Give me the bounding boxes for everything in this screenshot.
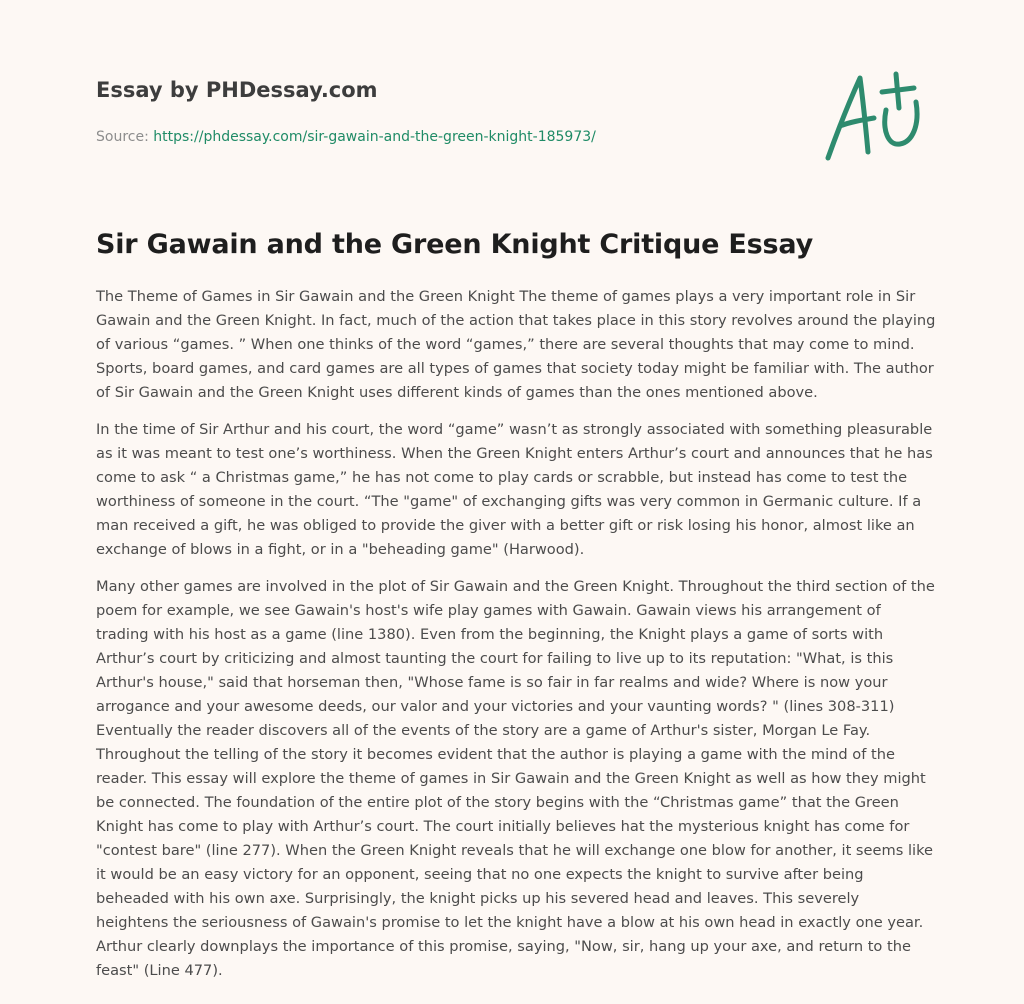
essay-paragraph: In the time of Sir Arthur and his court, the word “game” wasn’t as strongly associated with something pleasurable as it was meant to test one’s worthiness. When the Green Knight enters Arthur’s court and announces that he has come to ask “ a Christmas game,” he has not come to play cards or scrabble, but instead has come to test the worthiness of someone in the court. “The "game" of exchanging gifts was very common in Germanic culture. If a man received a gift, he was obliged to provide the giver with a better gift or risk losing his honor, almost like an exchange of blows in a fight, or in a "beheading game" (Harwood).	[96, 421, 933, 558]
source-link[interactable]: https://phdessay.com/sir-gawain-and-the-green-knight-185973/	[153, 129, 596, 145]
essay-header	[96, 76, 796, 146]
brand-title: Essay by PHDessay.com	[96, 78, 378, 102]
source-line	[96, 128, 796, 146]
essay-body	[96, 285, 936, 996]
a-plus-logo-icon	[820, 68, 930, 168]
source-label: Source:	[96, 129, 149, 145]
essay-title: Sir Gawain and the Green Knight Critique Essay	[96, 229, 814, 260]
essay-paragraph: The Theme of Games in Sir Gawain and the Green Knight The theme of games plays a very important role in Sir Gawain and the Green Knight. In fact, much of the action that takes place in this story revolves around the playing of various “games. ” When one thinks of the word “games,” there are several thoughts that may come to mind. Sports, board games, and card games are all types of games that society today might be familiar with. The author of Sir Gawain and the Green Knight uses different kinds of games than the ones mentioned above.	[96, 288, 936, 401]
essay-paragraph: Many other games are involved in the plot of Sir Gawain and the Green Knight. Throughout the third section of the poem for example, we see Gawain's host's wife play games with Gawain. Gawain views his arrangement of trading with his host as a game (line 1380). Even from the beginning, the Knight plays a game of sorts with Arthur’s court by criticizing and almost taunting the court for failing to live up to its reputation: "What, is this Arthur's house," said that horseman then, "Whose fame is so fair in far realms and wide? Where is now your arrogance and your awesome deeds, our valor and your victories and your vaunting words? " (lines 308-311) Eventually the reader discovers all of the events of the story are a game of Arthur's sister, Morgan Le Fay. Throughout the telling of the story it becomes evident that the author is playing a game with the mind of the reader. This essay will explore the theme of games in Sir Gawain and the Green Knight as well as how they might be connected. The foundation of the entire plot of the story begins with the “Christmas game” that the Green Knight has come to play with Arthur’s court. The court initially believes hat the mysterious knight has come for "contest bare" (line 277). When the Green Knight reveals that he will exchange one blow for another, it seems like it would be an easy victory for an opponent, seeing that no one expects the knight to survive after being beheaded with his own axe. Surprisingly, the knight picks up his severed head and leaves. This severely heightens the seriousness of Gawain's promise to let the knight have a blow at his own head in exactly one year. Arthur clearly downplays the importance of this promise, saying, "Now, sir, hang up your axe, and return to the feast" (Line 477).	[96, 578, 935, 979]
